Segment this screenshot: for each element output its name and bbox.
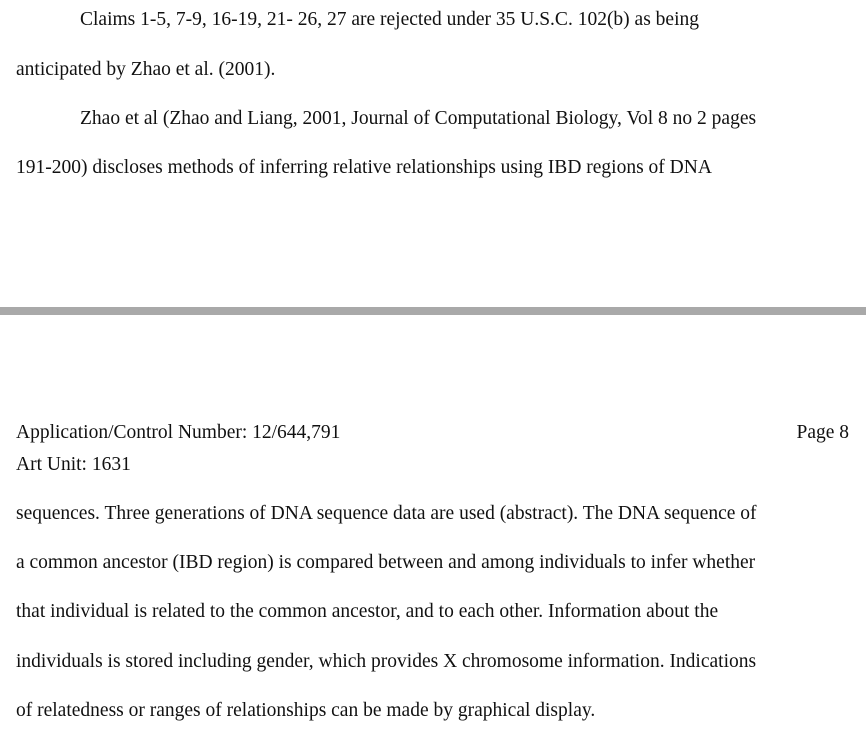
text-line: a common ancestor (IBD region) is compared between and among individuals to infer whether xyxy=(16,552,756,573)
text-line: individuals is stored including gender, which provides X chromosome information. Indications xyxy=(16,651,757,672)
art-unit: Art Unit: 1631 xyxy=(16,454,131,475)
page-break-divider xyxy=(0,307,866,315)
text-line: sequences. Three generations of DNA sequence data are used (abstract). The DNA sequence of xyxy=(16,503,757,524)
page-number: Page 8 xyxy=(796,422,849,443)
text-line: Zhao et al (Zhao and Liang, 2001, Journal of Computational Biology, Vol 8 no 2 pages xyxy=(80,108,757,129)
text-line: of relatedness or ranges of relationships can be made by graphical display. xyxy=(16,700,596,721)
text-line: 191-200) discloses methods of inferring relative relationships using IBD regions of DNA xyxy=(16,157,712,178)
text-line: that individual is related to the common ancestor, and to each other. Information about the xyxy=(16,601,719,622)
text-line: anticipated by Zhao et al. (2001). xyxy=(16,59,276,80)
application-number: Application/Control Number: 12/644,791 xyxy=(16,422,341,443)
text-line: Claims 1-5, 7-9, 16-19, 21- 26, 27 are rejected under 35 U.S.C. 102(b) as being xyxy=(80,9,699,30)
